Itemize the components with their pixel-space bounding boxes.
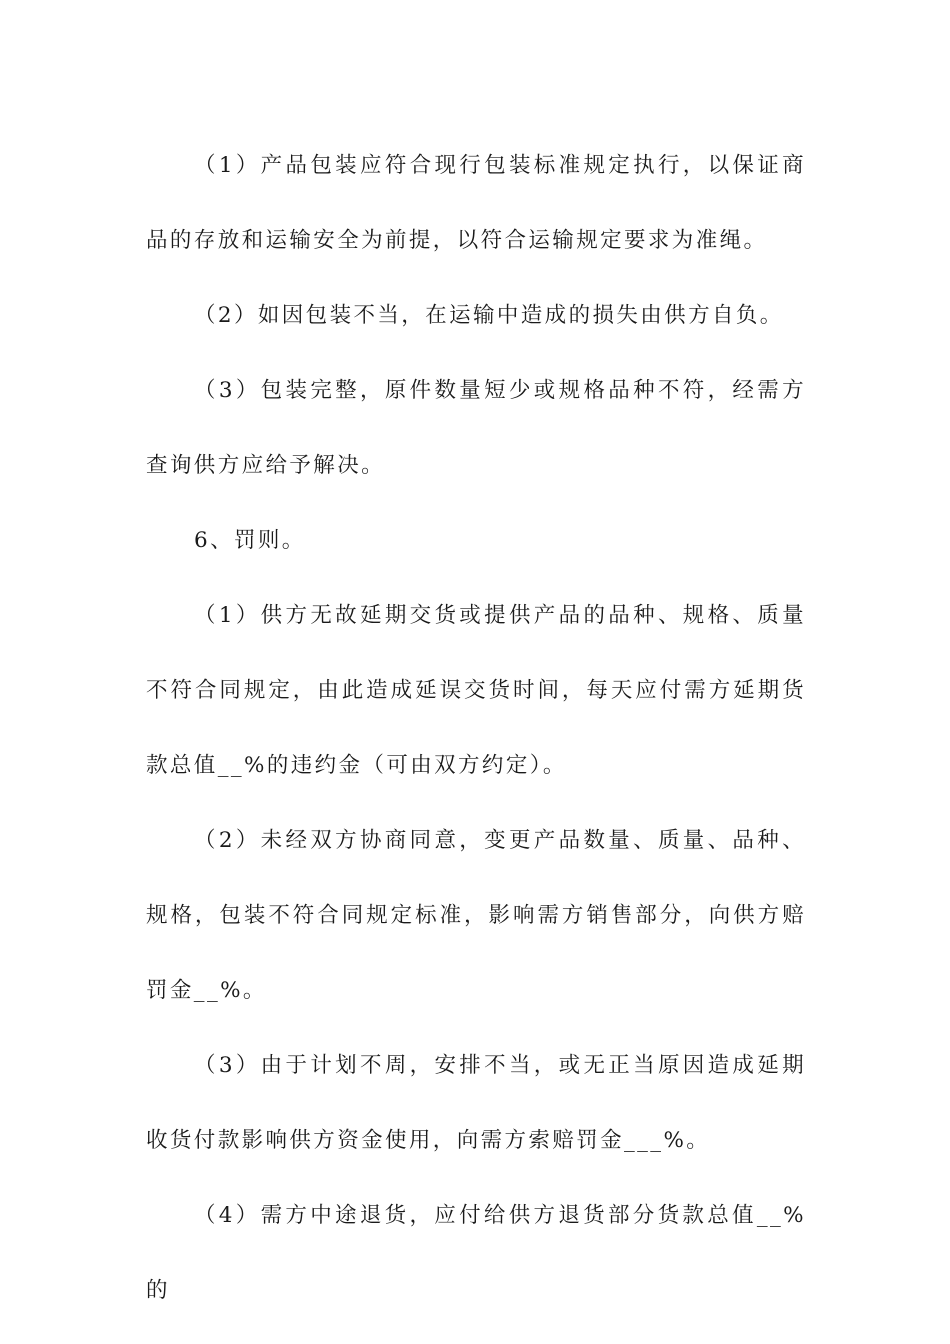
paragraph-packaging-shortage: （3）包装完整，原件数量短少或规格品种不符，经需方查询供方应给予解决。	[146, 378, 806, 478]
paragraph-packaging-standard: （1）产品包装应符合现行包装标准规定执行，以保证商品的存放和运输安全为前提，以符合运输规定要求为准绳。	[146, 153, 806, 253]
section-heading-penalties: 6、罚则。	[194, 528, 306, 553]
paragraph-packaging-loss: （2）如因包装不当，在运输中造成的损失由供方自负。	[194, 303, 784, 328]
paragraph-penalty-change: （2）未经双方协商同意，变更产品数量、质量、品种、规格，包装不符合同规定标准，影响需方销售部分，向供方赔罚金__%。	[146, 828, 806, 1003]
paragraph-penalty-return: （4）需方中途退货，应付给供方退货部分货款总值__%的	[146, 1203, 806, 1303]
paragraph-penalty-late-payment: （3）由于计划不周，安排不当，或无正当原因造成延期收货付款影响供方资金使用，向需方索赔罚金___%。	[146, 1053, 806, 1153]
document-body	[146, 128, 806, 1328]
paragraph-penalty-delay: （1）供方无故延期交货或提供产品的品种、规格、质量不符合同规定，由此造成延误交货时间，每天应付需方延期货款总值__%的违约金（可由双方约定）。	[146, 603, 806, 778]
